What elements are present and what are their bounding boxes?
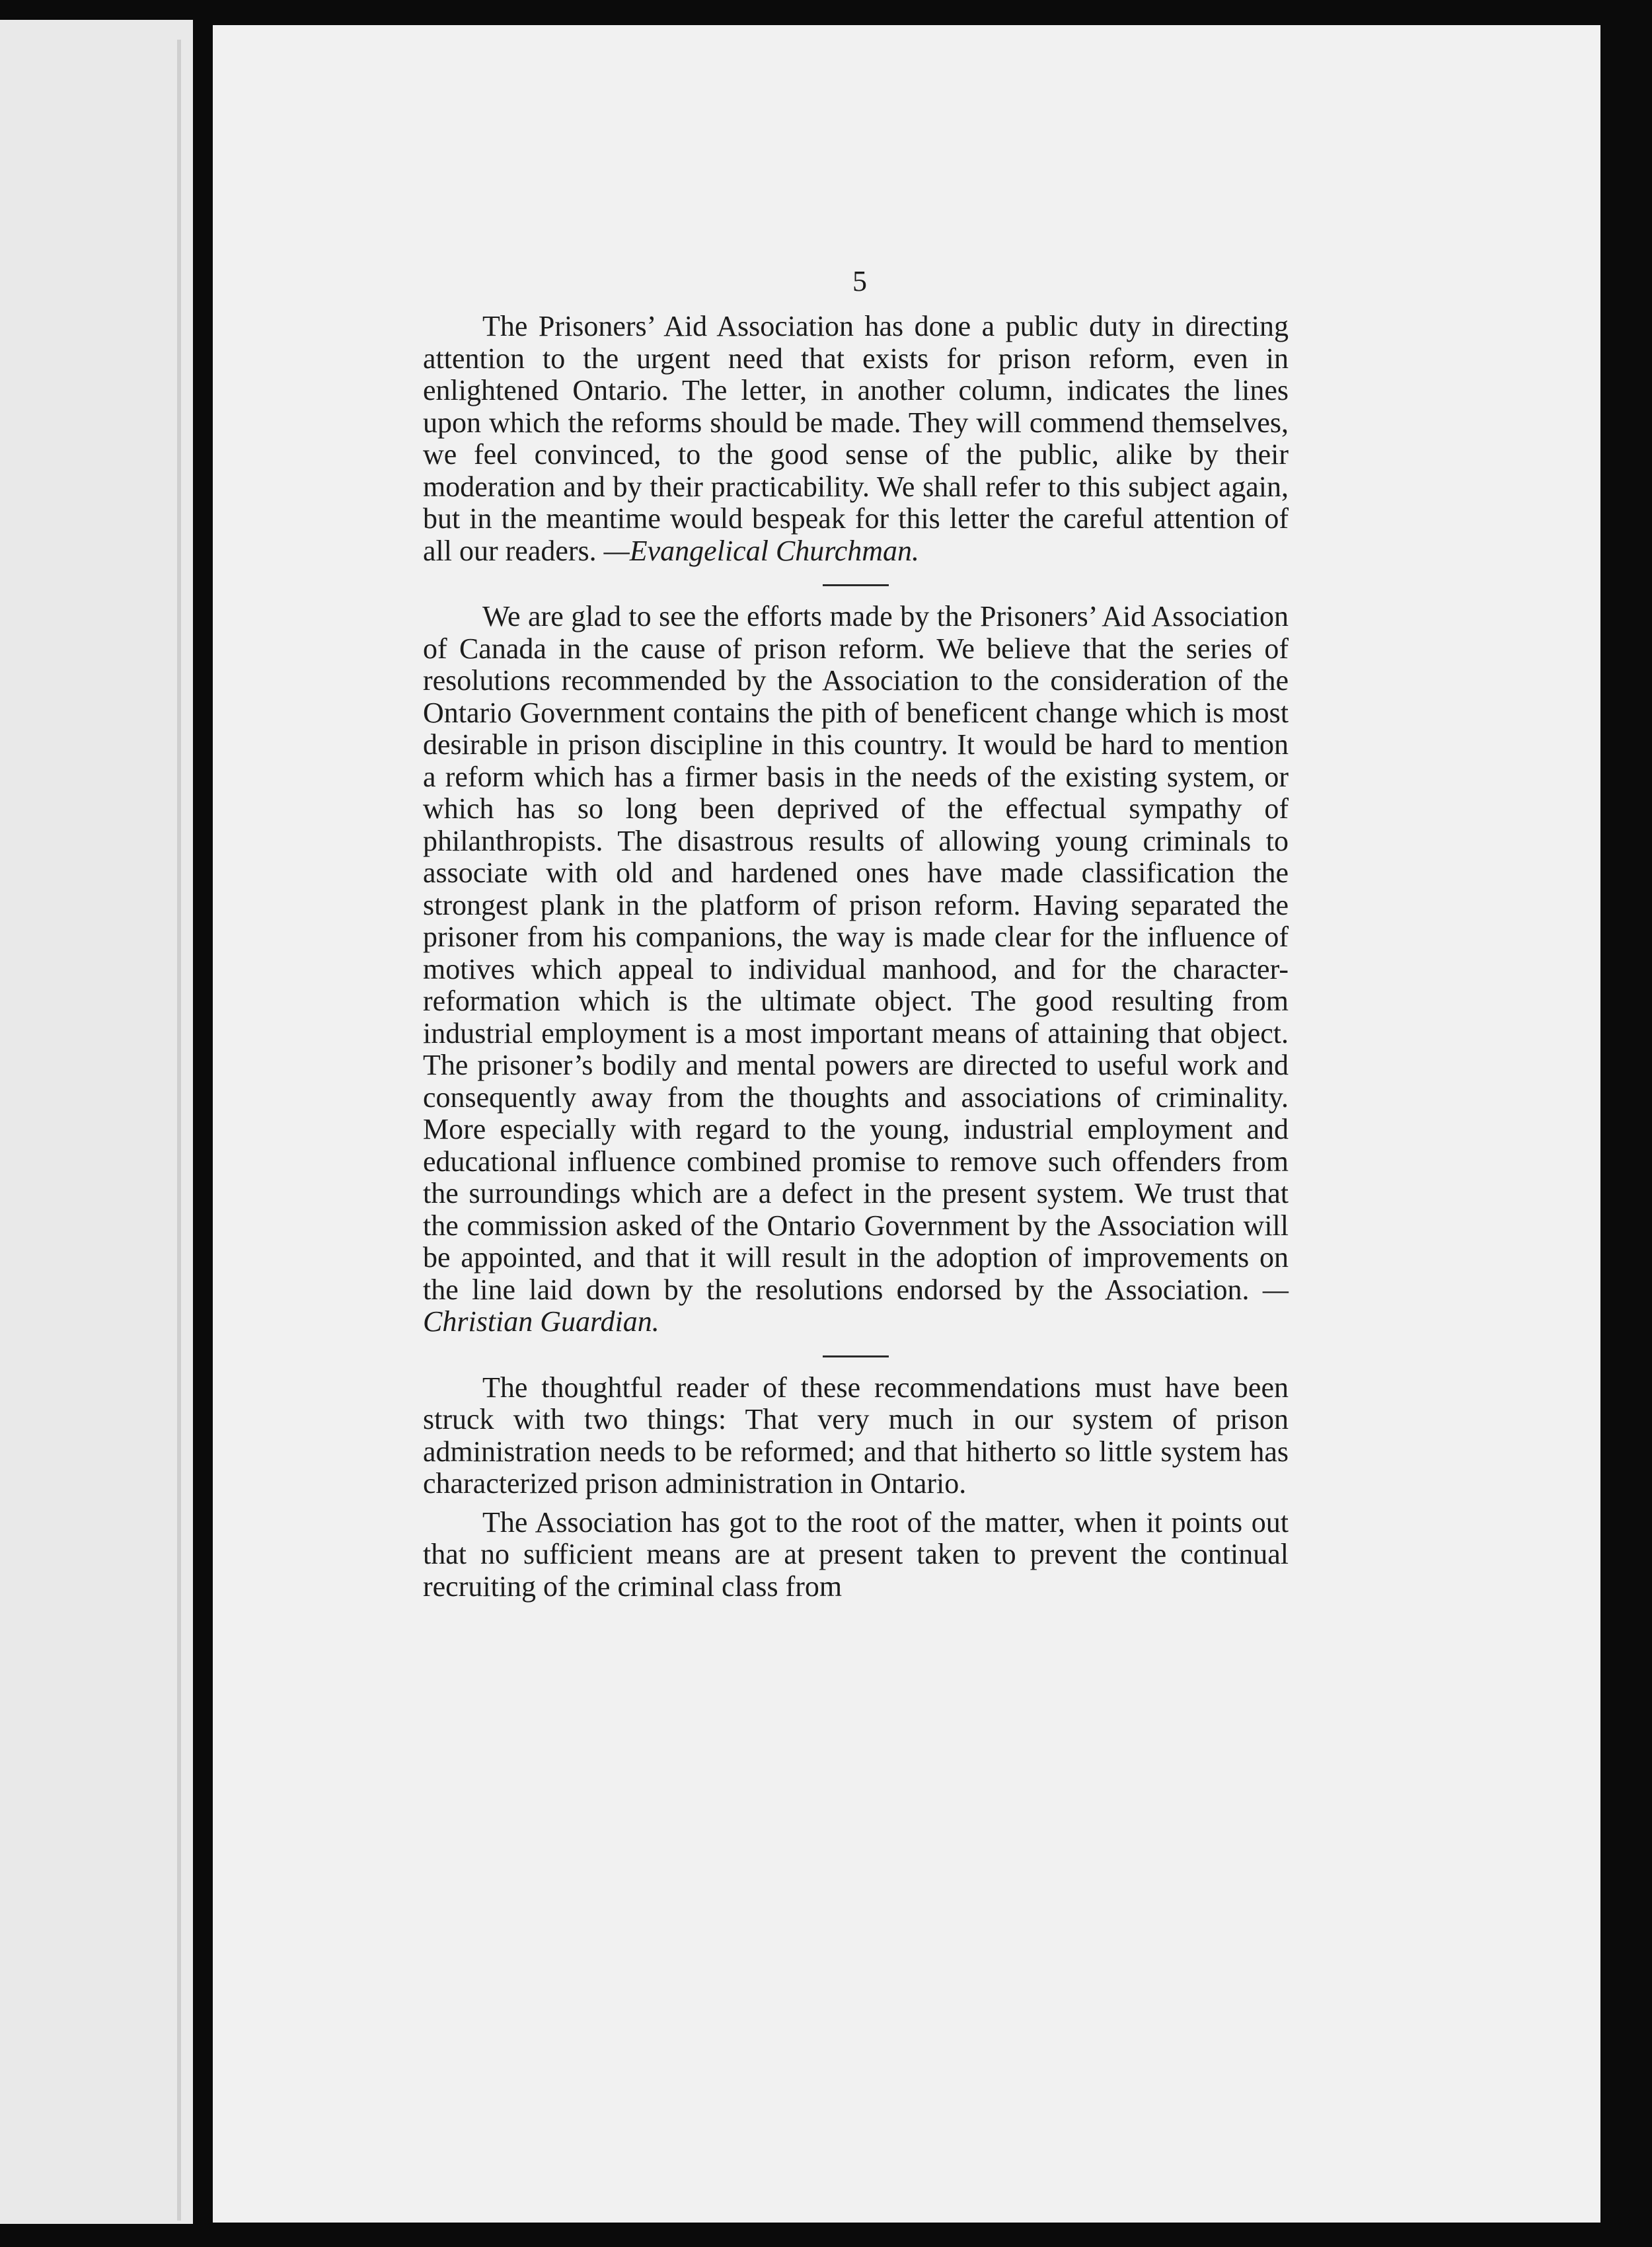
page-number: 5	[852, 265, 867, 297]
extract-source: —Evangelical Churchman.	[603, 534, 920, 567]
left-page-edge	[177, 40, 181, 2221]
text-column	[423, 311, 1289, 1603]
extract-text: We are glad to see the efforts made by the Prisoners’ Aid Association of Canada in the cause of prison reform. We believe that the series of resolutions recommended by the Association to the consideration of the Ontario Government contains the pith of beneficent change which is most desirable in prison discipline in this country. It would be hard to mention a reform which has a firmer basis in the needs of the existing system, or which has so long been deprived of the effectual sympathy of philanthropists. The disastrous results of allowing young criminals to associate with old and hardened ones have made classification the strongest plank in the platform of prison reform. Having separated the prisoner from his companions, the way is made clear for the influence of motives which appeal to individual manhood, and for the character-reformation which is the ultimate object. The good resulting from industrial employment is a most important means of attaining that object. The prisoner’s bodily and mental powers are directed to useful work and consequently away from the thoughts and associations of criminality. More especially with regard to the young, industrial employment and educational influence combined promise to remove such offenders from the surroundings which are a defect in the present system. We trust that the commission asked of the Ontario Government by the Association will be appointed, and that it will result in the adoption of improvements on the line laid down by the resolutions endorsed by the Association.	[423, 600, 1289, 1306]
extract-evangelical-churchman	[423, 311, 1289, 567]
extract-text: The Prisoners’ Aid Association has done a public duty in directing attention to the urgent need that exists for prison reform, even in enlightened Ontario. The letter, in another column, indicates the lines upon which the reforms should be made. They will commend themselves, we feel convinced, to the good sense of the public, alike by their moderation and by their practicability. We shall refer to this subject again, but in the meantime would bespeak for this letter the careful attention of all our readers.	[423, 310, 1289, 567]
section-divider	[823, 1355, 889, 1357]
section-divider	[823, 584, 889, 586]
extract-source: —Christian Guardian.	[423, 1273, 1289, 1338]
extract-christian-guardian	[423, 601, 1289, 1338]
closing-paragraph: The Association has got to the root of the matter, when it points out that no sufficient means are at present taken to prevent the continual recruiting of the criminal class from	[423, 1505, 1289, 1603]
closing-paragraph: The thoughtful reader of these recommendations must have been struck with two things: That very much in our system of prison administration needs to be reformed; and that hitherto so little system has characterized prison administration in Ontario.	[423, 1371, 1289, 1500]
left-page-fragment	[0, 20, 193, 2224]
